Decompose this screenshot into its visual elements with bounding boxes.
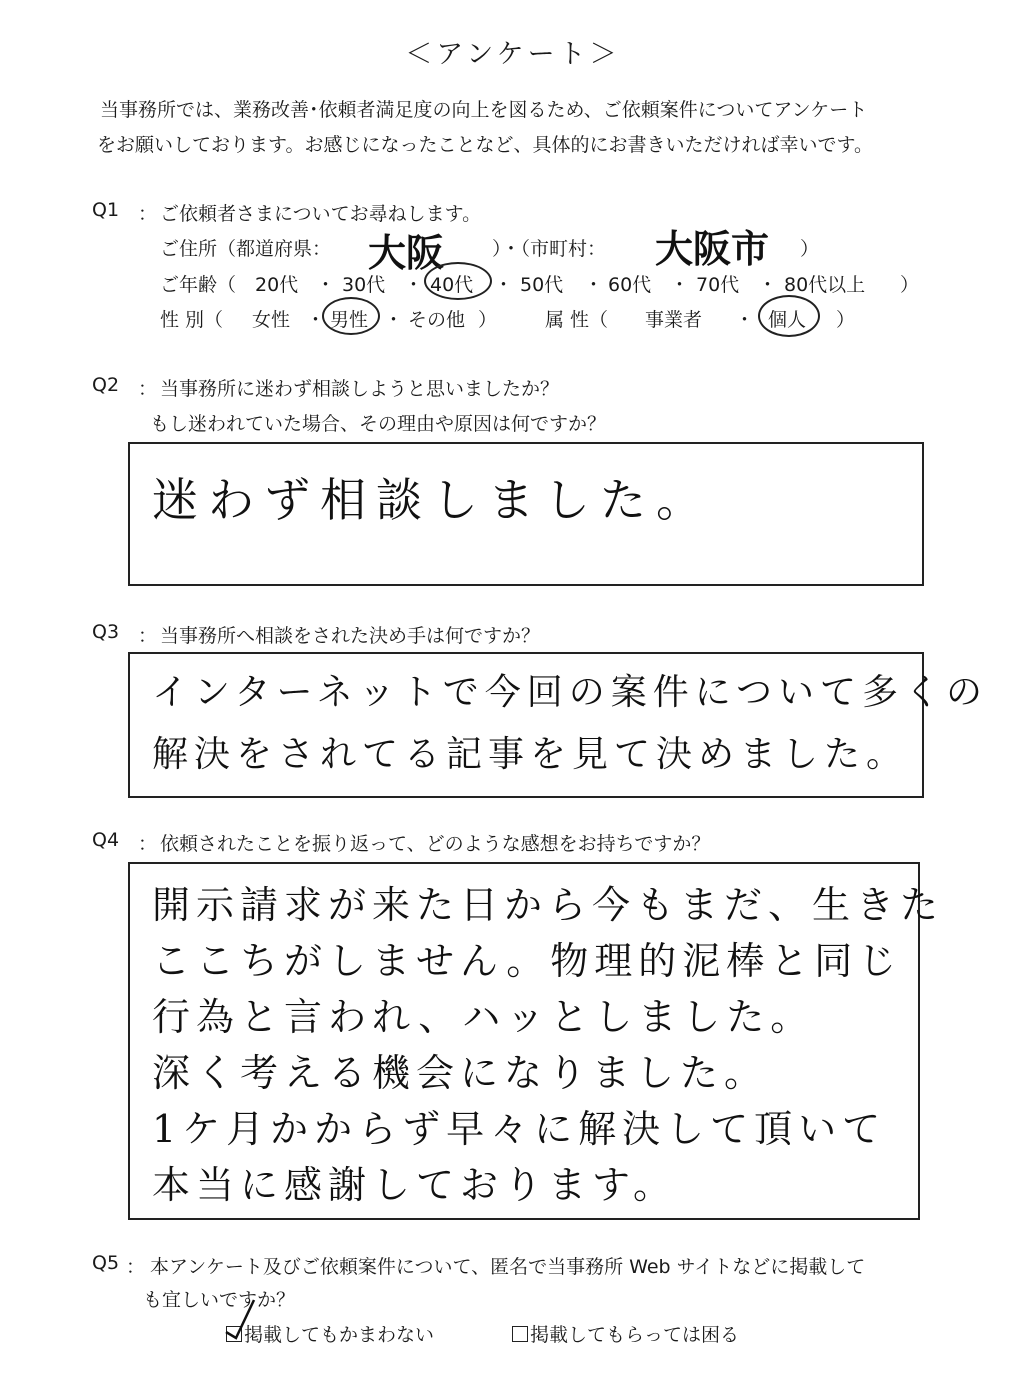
gender-close: ）: [478, 309, 498, 331]
attr-close: ）: [836, 309, 856, 331]
attr-option-business: 事業者: [645, 309, 703, 331]
age-sep: ・: [758, 274, 778, 296]
gender-sep: ・: [306, 309, 326, 331]
q2-answer-box: [128, 442, 924, 586]
q4-answer-line: 開示請求が来た日から今もまだ、生きた: [152, 883, 945, 927]
address-label: ご住所（都道府県：: [160, 238, 332, 260]
q3-number: Q3: [92, 621, 120, 643]
q3-answer-box: [128, 652, 989, 798]
attr-sep: ・: [735, 309, 755, 331]
age-sep: ・: [584, 274, 604, 296]
q2-number: Q2: [92, 374, 120, 396]
gender-option-other: その他: [408, 309, 466, 331]
q2-colon: ：: [138, 378, 158, 400]
q5-question-1: 本アンケート及びご依頼案件について、匿名で当事務所 Web サイトなどに掲載して: [150, 1256, 866, 1278]
q5-number: Q5: [92, 1252, 120, 1274]
q4-answer-line: 深く考える機会になりました。: [152, 1051, 769, 1095]
selected-age-circle: [424, 262, 492, 300]
q4-question: 依頼されたことを振り返って、どのような感想をお持ちですか？: [160, 833, 711, 855]
q5-option-deny[interactable]: [512, 1320, 739, 1347]
intro-line-2: をお願いしております。お感じになったことなど、具体的にお書きいただければ幸いです。: [97, 134, 873, 156]
age-option-60: 60代: [608, 274, 652, 296]
address-end: ）: [800, 238, 820, 260]
q5-option-allow-label: 掲載してもかまわない: [244, 1324, 435, 1346]
q5-option-deny-label: 掲載してもらっては困る: [530, 1324, 740, 1346]
gender-label: 性 別（: [160, 309, 224, 331]
q4-number: Q4: [92, 829, 120, 851]
city-answer: 大阪市: [655, 226, 770, 271]
q4-answer-line: 1ケ月かからず早々に解決して頂いて: [152, 1107, 887, 1151]
q1-colon: ：: [138, 203, 158, 225]
q2-question-1: 当事務所に迷わず相談しようと思いましたか？: [160, 378, 560, 400]
age-option-40: 40代: [430, 274, 474, 296]
age-option-20: 20代: [255, 274, 299, 296]
age-option-50: 50代: [520, 274, 564, 296]
q4-colon: ：: [138, 833, 158, 855]
intro-line-1: 当事務所では、業務改善･依頼者満足度の向上を図るため、ご依頼案件についてアンケート: [100, 99, 868, 121]
age-label: ご年齢（: [160, 274, 237, 296]
q3-question: 当事務所へ相談をされた決め手は何ですか？: [160, 625, 541, 647]
q3-answer-line: インターネットで今回の案件について多くの: [152, 672, 989, 713]
q3-answer-line: 解決をされてる記事を見て決めました。: [152, 734, 909, 775]
attr-option-individual: 個人: [768, 309, 807, 331]
q5-question-2: も宜しいですか？: [143, 1289, 296, 1311]
q4-answer-line: ここちがしません。物理的泥棒と同じ: [152, 939, 903, 983]
q5-colon: ：: [126, 1256, 146, 1278]
q2-question-2: もし迷われていた場合、その理由や原因は何ですか？: [150, 413, 607, 435]
check-mark-icon: [222, 1296, 262, 1342]
selected-attr-circle: [758, 295, 820, 337]
q2-answer-line: 迷わず相談しました。: [152, 473, 712, 527]
q4-answer-line: 本当に感謝しております。: [152, 1163, 677, 1207]
page-title: ＜アンケート＞: [405, 39, 621, 70]
selected-gender-circle: [322, 297, 380, 335]
age-sep: ・: [404, 274, 424, 296]
age-sep: ・: [494, 274, 514, 296]
q1-number: Q1: [92, 199, 120, 221]
q3-colon: ：: [138, 625, 158, 647]
gender-option-female: 女性: [252, 309, 291, 331]
q4-answer-line: 行為と言われ、ハッとしました。: [152, 995, 815, 1039]
age-option-80: 80代以上: [784, 274, 866, 296]
prefecture-answer: 大阪: [368, 230, 445, 275]
gender-option-male: 男性: [330, 309, 369, 331]
address-mid: ）・（市町村：: [492, 238, 607, 260]
q4-answer-box: [128, 862, 945, 1220]
age-sep: ・: [670, 274, 690, 296]
age-sep: ・: [316, 274, 336, 296]
gender-sep: ・: [384, 309, 404, 331]
q1-question: ご依頼者さまについてお尋ねします。: [160, 203, 482, 225]
attr-label: 属 性（: [545, 309, 609, 331]
checkbox-empty-icon[interactable]: [512, 1326, 528, 1342]
age-option-30: 30代: [342, 274, 386, 296]
age-option-70: 70代: [696, 274, 740, 296]
age-close: ）: [900, 274, 920, 296]
